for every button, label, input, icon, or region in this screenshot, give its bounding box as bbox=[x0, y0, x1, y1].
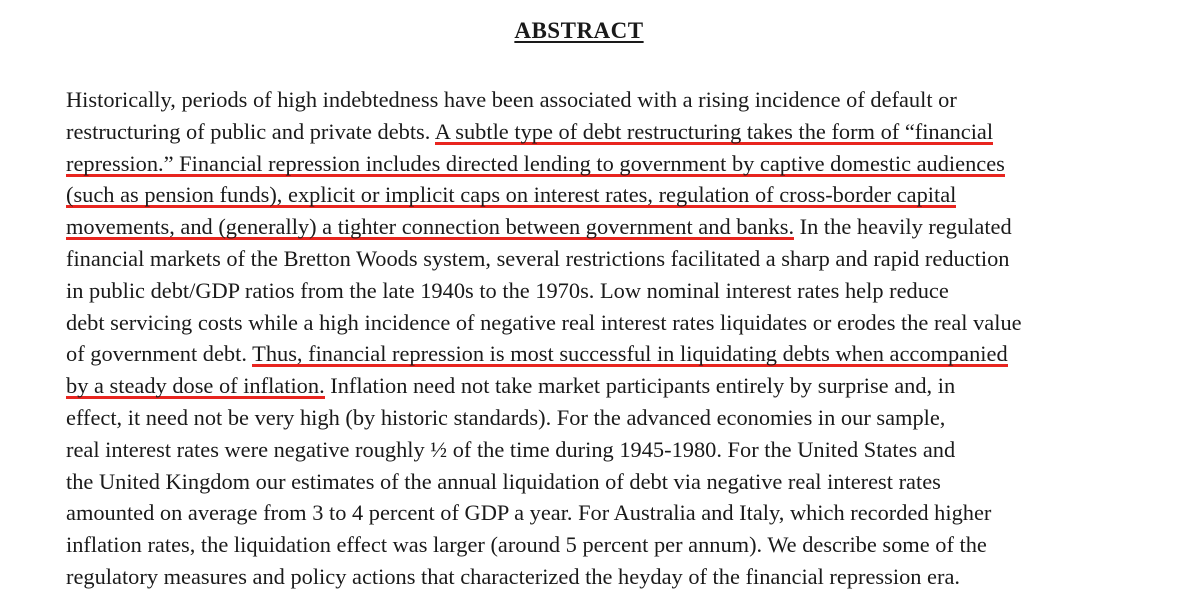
text-segment: In the heavily regulated bbox=[794, 214, 1012, 240]
text-line bbox=[66, 561, 1166, 593]
highlighted-text: directed lending to government by captive domestic audiences bbox=[445, 150, 1005, 176]
text-segment: financial markets of the Bretton Woods system, several restrictions facilitated a sharp and rapid reduction bbox=[66, 245, 1010, 271]
text-line bbox=[66, 148, 1166, 180]
text-segment: amounted on average from 3 to 4 percent of GDP a year. For Australia and Italy, which recorded higher bbox=[66, 500, 992, 526]
text-segment: debt servicing costs while a high incidence of negative real interest rates liquidates or erodes the real value bbox=[66, 309, 1022, 335]
text-line bbox=[66, 307, 1166, 339]
text-segment: real interest rates were negative roughly ½ of the time during 1945-1980. For the United States and bbox=[66, 436, 956, 462]
text-line bbox=[66, 243, 1166, 275]
text-line bbox=[66, 211, 1166, 243]
text-segment: effect, it need not be very high (by historic standards). For the advanced economies in our sample, bbox=[66, 404, 946, 430]
highlighted-text: Thus, financial repression is most successful in liquidating debts when accompanied bbox=[252, 341, 1008, 367]
highlighted-text: (such as pension funds), explicit or implicit caps on interest rates, regulation of cross-border capital bbox=[66, 182, 957, 208]
text-line bbox=[66, 84, 1166, 116]
highlighted-text: movements, and (generally) a tighter connection between government and banks. bbox=[66, 214, 795, 240]
highlighted-text: repression.” Financial repression includes bbox=[66, 150, 446, 176]
highlighted-text: by a steady dose of inflation. bbox=[66, 373, 325, 399]
text-segment: the United Kingdom our estimates of the annual liquidation of debt via negative real interest rates bbox=[66, 468, 941, 494]
text-segment: restructuring of public and private debts. bbox=[66, 118, 435, 144]
text-line bbox=[66, 402, 1166, 434]
text-line bbox=[66, 179, 1166, 211]
text-line bbox=[66, 466, 1166, 498]
abstract-heading: ABSTRACT bbox=[514, 18, 644, 43]
abstract-paragraph bbox=[66, 84, 1166, 593]
text-line bbox=[66, 497, 1166, 529]
text-line bbox=[66, 529, 1166, 561]
text-segment: inflation rates, the liquidation effect was larger (around 5 percent per annum). We describe some of the bbox=[66, 532, 987, 558]
text-line bbox=[66, 338, 1166, 370]
text-line bbox=[66, 434, 1166, 466]
highlighted-text: A subtle type of debt restructuring takes the form of “financial bbox=[434, 118, 994, 144]
text-line bbox=[66, 275, 1166, 307]
text-segment: Inflation need not take market participants entirely by surprise and, in bbox=[324, 373, 956, 399]
text-segment: of government debt. bbox=[66, 341, 253, 367]
text-segment: Historically, periods of high indebtedness have been associated with a rising incidence of default or bbox=[66, 87, 957, 112]
text-line bbox=[66, 116, 1166, 148]
text-line bbox=[66, 370, 1166, 402]
text-segment: regulatory measures and policy actions that characterized the heyday of the financial repression era. bbox=[66, 563, 960, 589]
text-segment: in public debt/GDP ratios from the late 1940s to the 1970s. Low nominal interest rates help reduce bbox=[66, 277, 949, 303]
